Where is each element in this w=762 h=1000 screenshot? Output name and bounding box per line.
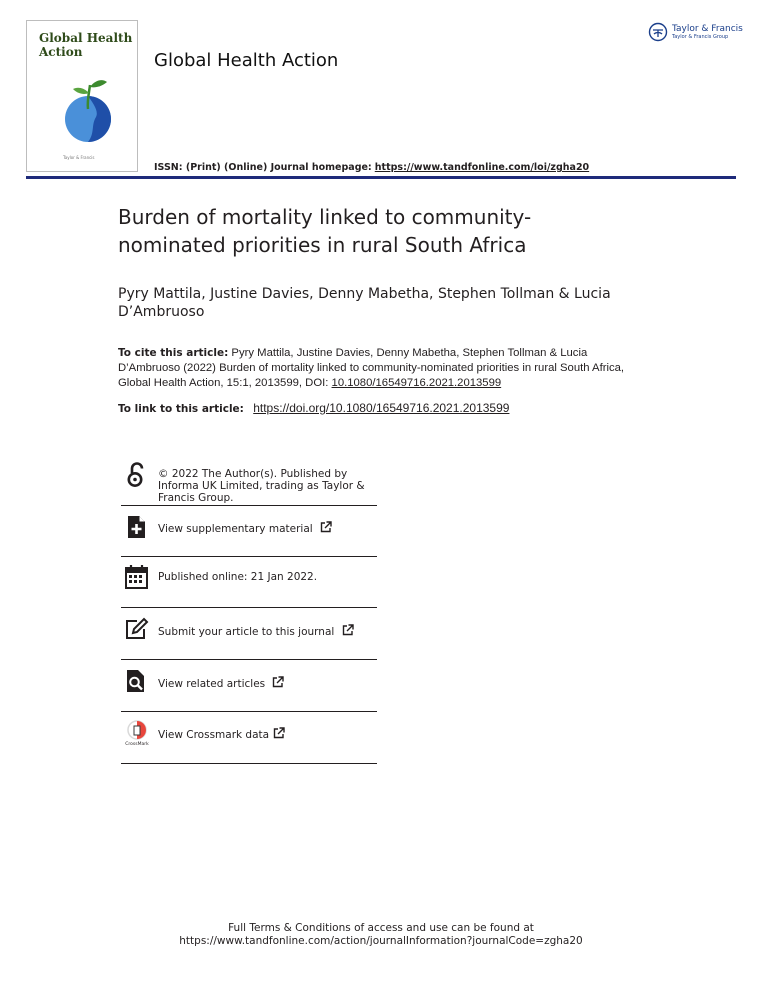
related-articles-label: View related articles: [158, 678, 266, 690]
citation-block: [118, 346, 638, 391]
cite-label: To cite this article:: [118, 347, 229, 359]
journal-homepage-link[interactable]: https://www.tandfonline.com/loi/zgha20: [374, 162, 590, 173]
row-divider: [121, 659, 377, 660]
globe-sprout-icon: [63, 73, 113, 145]
supplementary-file-icon: [124, 514, 150, 540]
cover-title: Global Health Action: [39, 31, 133, 59]
article-doi-link[interactable]: https://doi.org/10.1080/16549716.2021.2013599: [253, 401, 510, 415]
journal-name[interactable]: Global Health Action: [154, 50, 339, 71]
submit-article-label: Submit your article to this journal: [158, 626, 335, 638]
footer-terms-link[interactable]: https://www.tandfonline.com/action/journalInformation?journalCode=zgha20: [179, 935, 583, 947]
row-divider: [121, 505, 377, 506]
issn-homepage-line: [154, 162, 589, 173]
external-link-icon: [342, 624, 354, 636]
publisher-logo-name: Taylor & Francis: [672, 24, 743, 34]
publisher-logo-group: Taylor & Francis Group: [672, 34, 729, 40]
related-articles-link[interactable]: [158, 676, 380, 690]
cover-publisher: Taylor & Francis: [63, 155, 95, 160]
edit-pencil-icon: [124, 616, 150, 642]
search-document-icon: [124, 668, 150, 694]
open-access-icon: [124, 462, 150, 488]
cite-doi-link[interactable]: 10.1080/16549716.2021.2013599: [331, 377, 502, 389]
taylor-francis-logo-icon: [648, 22, 668, 42]
cite-text: Pyry Mattila, Justine Davies, Denny Mabetha, Stephen Tollman & Lucia D’Ambruoso (2022) Burden of mortality linked to community-nominated priorities in rural South Africa, Global Health Action, 15:1, 2013599, DOI:: [118, 347, 625, 389]
article-authors: Pyry Mattila, Justine Davies, Denny Mabetha, Stephen Tollman & Lucia D’Ambruoso: [118, 286, 611, 320]
external-link-icon: [272, 676, 284, 688]
row-divider: [121, 763, 377, 764]
submit-article-link[interactable]: [158, 624, 380, 638]
supplementary-label: View supplementary material: [158, 523, 313, 535]
issn-label: ISSN: (Print) (Online) Journal homepage:: [154, 162, 372, 173]
row-divider: [121, 711, 377, 712]
footer-terms: [0, 922, 762, 948]
crossmark-label: View Crossmark data: [158, 729, 270, 741]
crossmark-badge-text: CrossMark: [125, 742, 149, 746]
article-link-block: [118, 401, 638, 417]
supplementary-link[interactable]: [158, 521, 380, 535]
crossmark-icon: [124, 720, 150, 746]
row-divider: [121, 607, 377, 608]
article-title: Burden of mortality linked to community-nominated priorities in rural South Africa: [118, 205, 532, 257]
calendar-icon: [124, 564, 150, 590]
journal-cover: [26, 20, 138, 172]
external-link-icon: [273, 727, 285, 739]
footer-line-1: Full Terms & Conditions of access and use can be found at: [228, 922, 534, 934]
header-divider: [26, 176, 736, 179]
crossmark-link[interactable]: [158, 727, 380, 741]
external-link-icon: [320, 521, 332, 533]
license-text: © 2022 The Author(s). Published by Informa UK Limited, trading as Taylor & Francis Group.: [158, 468, 365, 504]
row-divider: [121, 556, 377, 557]
published-date: Published online: 21 Jan 2022.: [158, 571, 318, 583]
link-label: To link to this article:: [118, 403, 244, 415]
